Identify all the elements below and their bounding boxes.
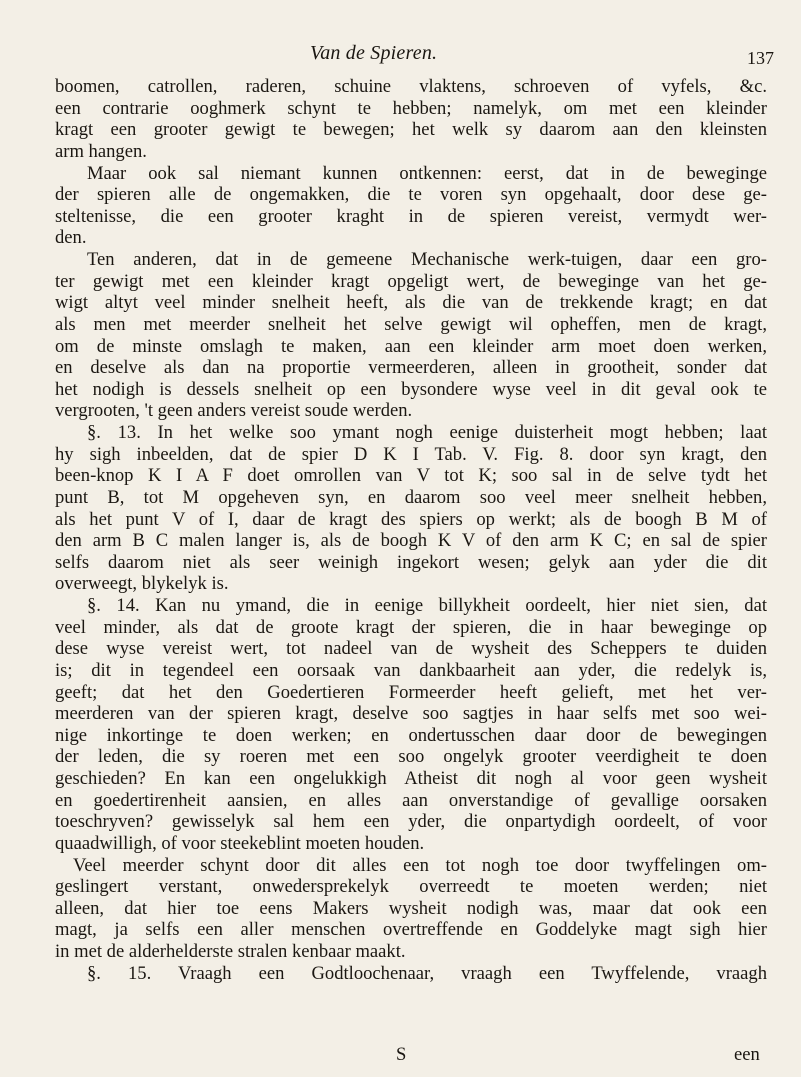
text-line: selfs daarom niet als seer weinigh ingekort wesen; gelyk aan yder die dit (55, 551, 767, 573)
text-line: arm hangen. (55, 140, 147, 162)
text-line: toeschryven? gewisselyk sal hem een yder, die onpartydigh oordeelt, of voor (55, 811, 767, 833)
running-title: Van de Spieren. (310, 42, 438, 64)
text-line: den. (55, 227, 87, 249)
text-line: nige inkortinge te doen werken; en ondertusschen daar door de bewegingen (55, 724, 767, 746)
text-line: Ten anderen, dat in de gemeene Mechanische werk-tuigen, daar een gro- (87, 249, 767, 270)
text-line: Veel meerder schynt door dit alles een tot nogh toe door twyffelingen om- (73, 854, 767, 876)
text-line: den arm B C malen langer is, als de boogh K V of den arm K C; en sal de spier (55, 530, 767, 552)
text-line: geeft; dat het den Goedertieren Formeerder heeft gelieft, met het ver- (55, 681, 767, 703)
signature-mark: S (396, 1044, 407, 1065)
text-line: der spieren alle de ongemakken, die te voren syn opgehaalt, door dese ge- (55, 184, 767, 206)
text-line: en deselve als dan na proportie vermeerderen, alleen in grootheit, sonder dat (55, 357, 767, 379)
text-line: een contrarie ooghmerk schynt te hebben; namelyk, om met een kleinder (55, 97, 767, 119)
text-line: ter gewigt met een kleinder kragt opgeligt wert, de beweginge van het ge- (55, 270, 767, 292)
page-number: 137 (747, 48, 774, 68)
text-line: alleen, dat hier toe eens Makers wysheit nodigh was, maar dat ook een (55, 897, 767, 919)
text-line: veel minder, als dat de groote kragt der spieren, die in haar beweginge op (55, 616, 767, 638)
text-line: geschieden? En kan een ongelukkigh Atheist dit nogh al voor geen wysheit (55, 768, 767, 789)
text-line: magt, ja selfs een aller menschen overtreffende en Goddelyke magt sigh hier (55, 919, 767, 941)
text-line: §. 15. Vraagh een Godtloochenaar, vraagh een Twyffelende, vraagh (87, 962, 767, 984)
body-text (55, 76, 767, 984)
page-header (0, 42, 801, 72)
text-line: steltenisse, die een grooter kraght in de spieren vereist, vermydt wer- (55, 205, 767, 227)
text-line: punt B, tot M opgeheven syn, en daarom soo veel meer snelheit hebben, (55, 486, 767, 508)
text-line: om de minste omslagh te maken, aan een kleinder arm moet doen werken, (55, 335, 767, 357)
text-line: als het punt V of I, daar de kragt des spiers op werkt; als de boogh B M of (55, 508, 767, 530)
text-line: been-knop K I A F doet omrollen van V tot K; soo sal in de selve tydt het (55, 465, 767, 487)
text-line: geslingert verstant, onwedersprekelyk overreedt te moeten werden; niet (55, 876, 767, 898)
text-line: dese wyse vereist wert, tot nadeel van de wysheit des Scheppers te duiden (55, 638, 767, 660)
page-footer (0, 1044, 801, 1072)
text-line: vergrooten, 't geen anders vereist soude werden. (55, 400, 413, 422)
text-line: als men met meerder snelheit het selve gewigt wil opheffen, men de kragt, (55, 313, 767, 335)
text-line: §. 14. Kan nu ymand, die in eenige billykheit oordeelt, hier niet sien, dat (87, 595, 767, 616)
text-line: boomen, catrollen, raderen, schuine vlaktens, schroeven of vyfels, &c. (55, 76, 767, 97)
text-line: Maar ook sal niemant kunnen ontkennen: eerst, dat in de beweginge (87, 162, 767, 184)
text-line: meerderen van der spieren kragt, deselve soo sagtjes in haar selfs met soo wei- (55, 703, 767, 725)
text-line: der leden, die sy roeren met een soo ongelyk grooter veerdigheit te doen (55, 746, 767, 768)
text-line: hy sigh inbeelden, dat de spier D K I Tab. V. Fig. 8. door syn kragt, den (55, 443, 767, 465)
text-line: en goedertirenheit aansien, en alles aan onverstandige of gevallige oorsaken (55, 789, 767, 811)
text-line: overweegt, blykelyk is. (55, 573, 229, 595)
text-line: §. 13. In het welke soo ymant nogh eenige duisterheit mogt hebben; laat (87, 422, 767, 443)
text-line: kragt een grooter gewigt te bewegen; het welk sy daarom aan den kleinsten (55, 119, 767, 141)
text-line: wigt altyt veel minder snelheit heeft, als die van de trekkende kragt; en dat (55, 292, 767, 314)
text-line: is; dit in tegendeel een oorsaak van dankbaarheit aan yder, die redelyk is, (55, 659, 767, 681)
text-line: het nodigh is dessels snelheit op een bysondere wyse veel in dit geval ook te (55, 378, 767, 400)
catchword: een (734, 1044, 760, 1065)
text-line: in met de alderhelderste stralen kenbaar maakt. (55, 941, 406, 962)
text-line: quaadwilligh, of voor steekeblint moeten houden. (55, 832, 425, 854)
